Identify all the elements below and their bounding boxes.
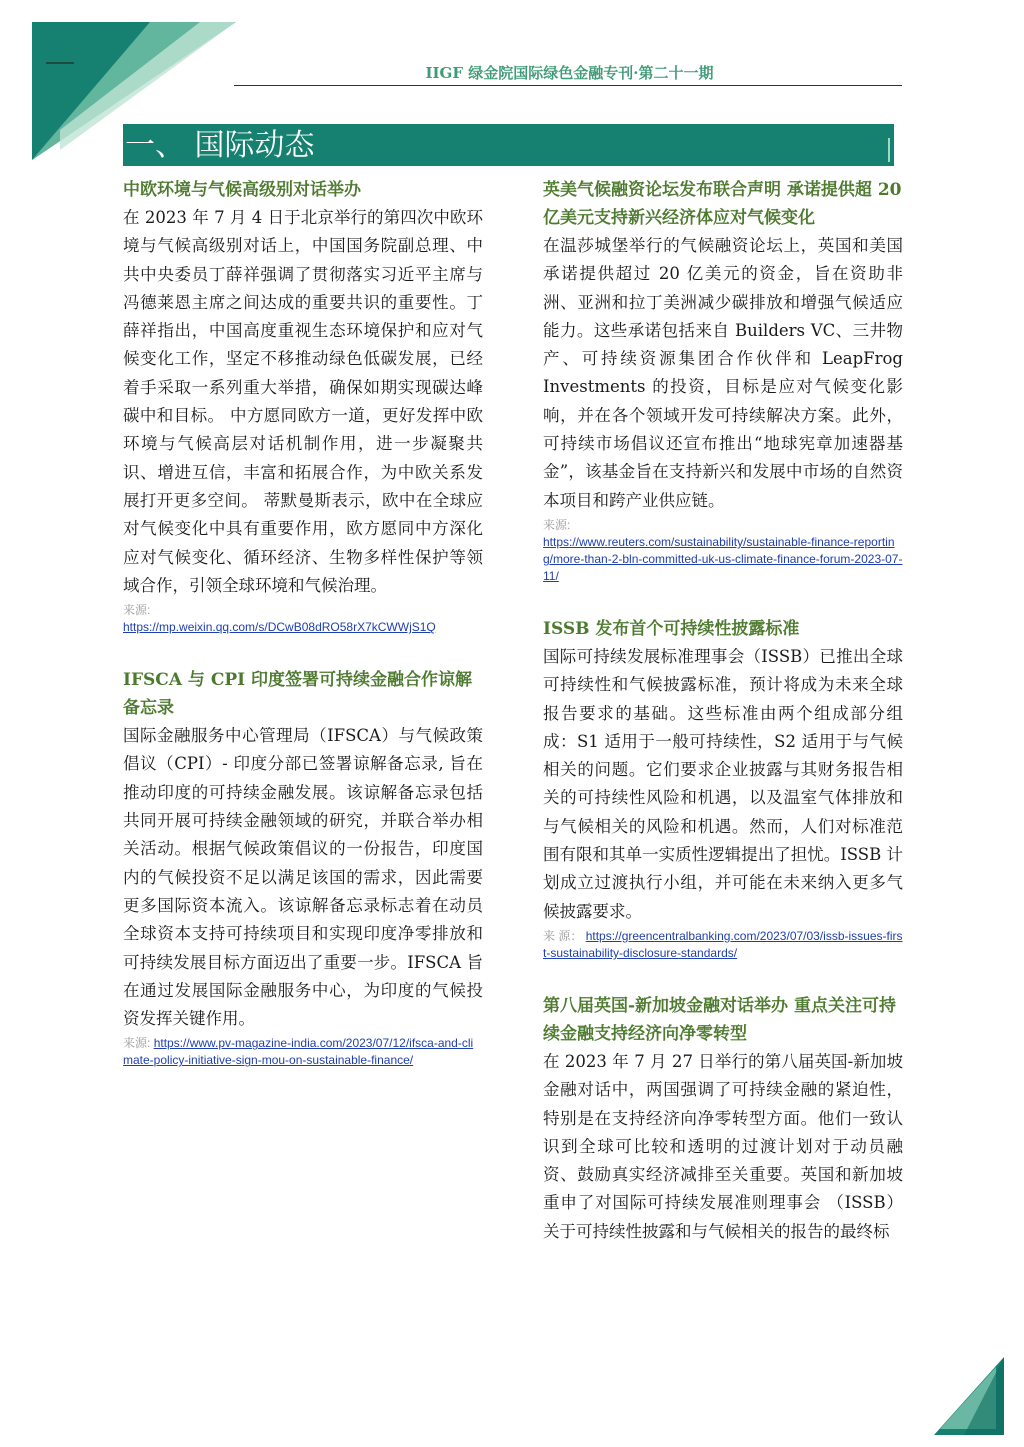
article-body: 国际金融服务中心管理局（IFSCA）与气候政策倡议（CPI）- 印度分部已签署谅解备忘录, 旨在推动印度的可持续金融发展。该谅解备忘录包括共同开展可持续金融领域的研究，并联合举办相关活动。根据气候政策倡议的一份报告，印度国内的气候投资不足以满足该国的需求，因此需要更多国际资本流入。该谅解备忘录标志着在动员全球资本支持可持续项目和实现印度净零排放和可持续发展目标方面迈出了重要一步。IFSCA 旨在通过发展国际金融服务中心，为印度的气候投资发挥关键作用。: [123, 726, 483, 1029]
section-banner: [123, 124, 894, 166]
article: [543, 176, 903, 585]
article: [123, 666, 483, 1069]
header-dash: [46, 62, 74, 64]
source-label: 来 源：: [543, 928, 583, 943]
section-title: 一、 国际动态: [125, 128, 315, 163]
article-body: 在 2023 年 7 月 4 日于北京举行的第四次中欧环境与气候高级别对话上，中国国务院副总理、中共中央委员丁薛祥强调了贯彻落实习近平主席与冯德莱恩主席之间达成的重要共识的重要性。丁薛祥指出，中国高度重视生态环境保护和应对气候变化工作，坚定不移推动绿色低碳发展，已经着手采取一系列重大举措，确保如期实现碳达峰碳中和目标。 中方愿同欧方一道，更好发挥中欧环境与气候高层对话机制作用，进一步凝聚共识、增进互信，丰富和拓展合作，为中欧关系发展打开更多空间。 蒂默曼斯表示，欧中在全球应对气候变化中具有重要作用，欧方愿同中方深化应对气候变化、循环经济、生物多样性保护等领域合作，引领全球环境和气候治理。: [123, 208, 483, 595]
source-label: 来源:: [543, 517, 571, 532]
article-title: 第八届英国-新加坡金融对话举办 重点关注可持续金融支持经济向净零转型: [543, 995, 896, 1044]
article-title: 英美气候融资论坛发布联合声明 承诺提供超 20 亿美元支持新兴经济体应对气候变化: [543, 180, 902, 228]
source-link[interactable]: https://www.pv-magazine-india.com/2023/07/12/ifsca-and-climate-policy-initiative-sign-mou-on-sustainable-finance/: [123, 1036, 474, 1068]
article-source: [543, 517, 903, 585]
source-label: 来源:: [123, 1036, 151, 1051]
article-title: IFSCA 与 CPI 印度签署可持续金融合作谅解备忘录: [123, 670, 473, 719]
article-source: [123, 1035, 483, 1069]
corner-decoration-bottom: [934, 1357, 1004, 1435]
article-body: 在 2023 年 7 月 27 日举行的第八届英国-新加坡金融对话中，两国强调了可持续金融的紧迫性，特别是在支持经济向净零转型方面。他们一致认识到全球可比较和透明的过渡计划对于动员融资、鼓励真实经济减排至关重要。英国和新加坡重申了对国际可持续发展准则理事会 （ISSB） 关于可持续性披露和与气候相关的报告的最终标: [543, 1051, 903, 1241]
article-title: 中欧环境与气候高级别对话举办: [123, 180, 361, 200]
article: [123, 176, 483, 636]
source-link[interactable]: https://mp.weixin.qq.com/s/DCwB08dRO58rX7kCWWjS1Q: [123, 620, 436, 635]
article: [543, 992, 903, 1246]
article: [543, 615, 903, 962]
left-column: [123, 176, 483, 1081]
banner-accent: [888, 138, 890, 162]
article-body: 国际可持续发展标准理事会（ISSB）已推出全球可持续性和气候披露标准，预计将成为未来全球报告要求的基础。这些标准由两个组成部分组成：S1 适用于一般可持续性，S2 适用于与气候相关的问题。它们要求企业披露与其财务报告相关的可持续性风险和机遇，以及温室气体排放和与气候相关的风险和机遇。然而，人们对标准范围有限和其单一实质性逻辑提出了担忧。ISSB 计划成立过渡执行小组，并可能在未来纳入更多气候披露要求。: [543, 646, 903, 921]
source-link[interactable]: https://greencentralbanking.com/2023/07/03/issb-issues-first-sustainability-disclosure-standards/: [543, 928, 903, 960]
article-body: 在温莎城堡举行的气候融资论坛上，英国和美国承诺提供超过 20 亿美元的资金，旨在资助非洲、亚洲和拉丁美洲减少碳排放和增强气候适应能力。这些承诺包括来自 Builders VC、三井物产、可持续资源集团合作伙伴和 LeapFrog Investments 的投资，目标是应对气候变化影响，并在各个领域开发可持续解决方案。此外，可持续市场倡议还宣布推出“地球宪章加速器基金”，该基金旨在支持新兴和发展中市场的自然资本项目和跨产业供应链。: [543, 236, 903, 510]
article-title: ISSB 发布首个可持续性披露标准: [543, 618, 800, 639]
article-source: [543, 928, 903, 962]
article-source: [123, 602, 483, 636]
header-rule: [234, 85, 902, 86]
source-link[interactable]: https://www.reuters.com/sustainability/sustainable-finance-reporting/more-than-2-bln-committed-uk-us-climate-finance-forum-2023-07-11/: [543, 534, 903, 583]
header-title: IIGF 绿金院国际绿色金融专刊·第二十一期: [425, 64, 714, 82]
right-column: [543, 176, 903, 1258]
source-label: 来源:: [123, 603, 151, 618]
